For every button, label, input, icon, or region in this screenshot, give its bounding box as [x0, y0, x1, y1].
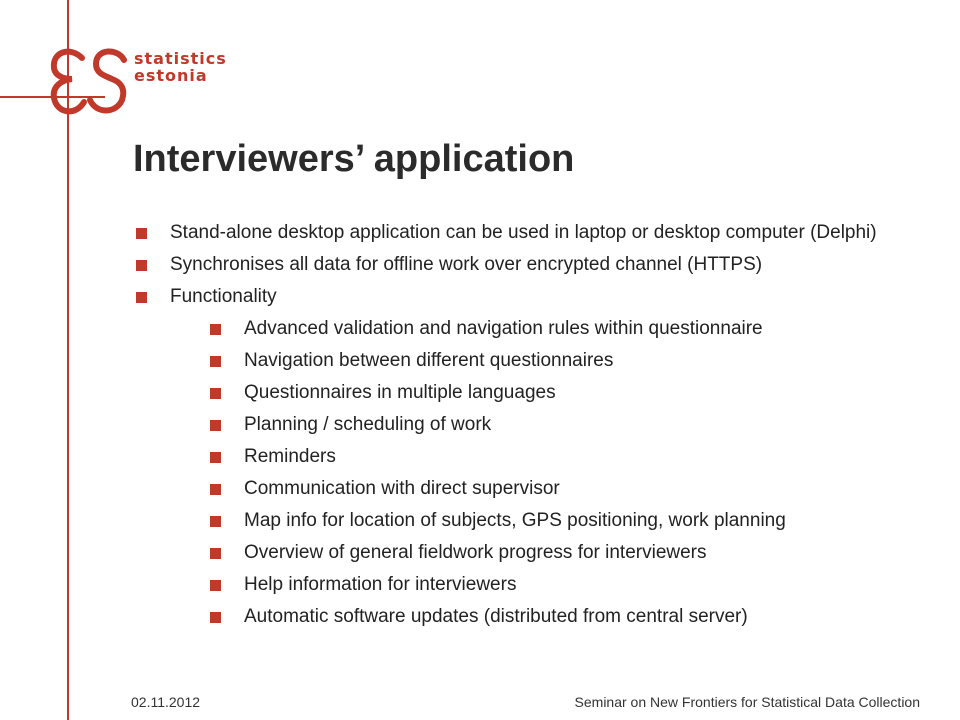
square-bullet-icon — [136, 228, 147, 239]
square-bullet-icon — [210, 452, 221, 463]
bullet-item — [0, 222, 960, 244]
square-bullet-icon — [136, 292, 147, 303]
sub-bullet-text: Questionnaires in multiple languages — [244, 382, 556, 403]
sub-bullet-text: Overview of general fieldwork progress for interviewers — [244, 542, 707, 563]
bullet-item — [0, 286, 960, 308]
square-bullet-icon — [210, 356, 221, 367]
sub-bullet-item — [0, 382, 960, 404]
slide-title: Interviewers’ application — [133, 138, 575, 180]
sub-bullet-text: Help information for interviewers — [244, 574, 517, 595]
sub-bullet-item — [0, 542, 960, 564]
square-bullet-icon — [210, 324, 221, 335]
square-bullet-icon — [210, 580, 221, 591]
sub-bullet-item — [0, 446, 960, 468]
logo-line-statistics: statistics — [134, 49, 227, 68]
square-bullet-icon — [210, 388, 221, 399]
sub-bullet-text: Planning / scheduling of work — [244, 414, 492, 435]
square-bullet-icon — [210, 612, 221, 623]
bullet-text: Functionality — [170, 286, 277, 307]
logo-wordmark — [134, 50, 227, 84]
footer-date: 02.11.2012 — [131, 694, 201, 710]
bullet-text: Stand-alone desktop application can be used in laptop or desktop computer (Delphi) — [170, 222, 877, 243]
sub-bullet-item — [0, 510, 960, 532]
logo-line-estonia: estonia — [134, 66, 208, 85]
bullet-list — [0, 222, 960, 628]
sub-bullet-text: Reminders — [244, 446, 336, 467]
sub-bullet-text: Automatic software updates (distributed from central server) — [244, 606, 748, 627]
bullet-text: Synchronises all data for offline work over encrypted channel (HTTPS) — [170, 254, 763, 275]
square-bullet-icon — [210, 548, 221, 559]
sub-bullet-text: Navigation between different questionnaires — [244, 350, 614, 371]
bullet-item — [0, 254, 960, 276]
footer-seminar-title: Seminar on New Frontiers for Statistical Data Collection — [574, 694, 920, 710]
sub-bullet-item — [0, 414, 960, 436]
sub-bullet-item — [0, 606, 960, 628]
sub-bullet-text: Map info for location of subjects, GPS positioning, work planning — [244, 510, 786, 531]
sub-bullet-item — [0, 318, 960, 340]
square-bullet-icon — [210, 484, 221, 495]
statistics-estonia-logo-icon — [48, 38, 130, 120]
square-bullet-icon — [210, 516, 221, 527]
square-bullet-icon — [210, 420, 221, 431]
square-bullet-icon — [136, 260, 147, 271]
sub-bullet-item — [0, 574, 960, 596]
sub-bullet-item — [0, 478, 960, 500]
sub-bullet-text: Advanced validation and navigation rules within questionnaire — [244, 318, 763, 339]
sub-bullet-item — [0, 350, 960, 372]
sub-bullet-text: Communication with direct supervisor — [244, 478, 560, 499]
